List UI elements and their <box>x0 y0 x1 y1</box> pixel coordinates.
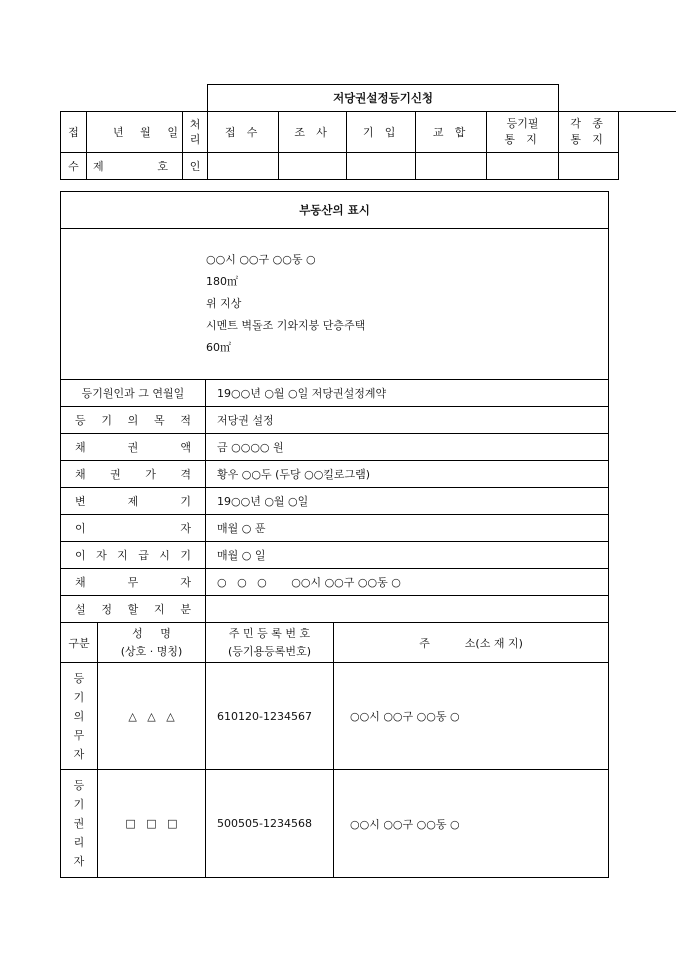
party-category-obligee: 등 기 권 리 자 <box>61 770 98 878</box>
party-address-obligee: ○○시 ○○구 ○○동 ○ <box>334 770 609 878</box>
field-value-due-date: 19○○년 ○월 ○일 <box>206 488 609 515</box>
party-address-obligor: ○○시 ○○구 ○○동 ○ <box>334 663 609 770</box>
number-label: 제 호 <box>87 153 183 180</box>
party-category-obligor: 등 기 의 무 자 <box>61 663 98 770</box>
field-value-claim-value: 황우 ○○두 (두당 ○○킬로그램) <box>206 461 609 488</box>
party-id-obligor: 610120-1234567 <box>206 663 334 770</box>
property-description <box>61 229 609 380</box>
stamp-notice-registered <box>487 153 559 180</box>
main-table <box>60 191 609 878</box>
date-label: 년 월 일 <box>87 112 183 153</box>
field-value-interest-payment: 매월 ○ 일 <box>206 542 609 569</box>
table-row <box>61 770 609 878</box>
property-heading: 부동산의 표시 <box>61 192 609 229</box>
property-floor-area: 60㎡ <box>206 341 231 354</box>
col-category: 구분 <box>61 623 98 663</box>
field-label-claim-value: 채 권 가 격 <box>61 461 206 488</box>
field-value-share <box>206 596 609 623</box>
party-name-obligee: □ □ □ <box>98 770 206 878</box>
notice-various: 각 종 통 지 <box>559 112 619 153</box>
field-label-cause: 등기원인과 그 연월일 <box>61 380 206 407</box>
field-label-interest: 이 자 <box>61 515 206 542</box>
table-row <box>61 663 609 770</box>
step-entry: 기 입 <box>347 112 416 153</box>
property-building: 시멘트 벽돌조 기와지붕 단층주택 <box>206 319 366 332</box>
field-value-interest: 매월 ○ 푼 <box>206 515 609 542</box>
party-name-obligor: △ △ △ <box>98 663 206 770</box>
stamp-entry <box>347 153 416 180</box>
stamp-notice-various <box>559 153 619 180</box>
process-label: 처 리 <box>183 112 208 153</box>
step-review: 조 사 <box>279 112 347 153</box>
field-value-purpose: 저당권 설정 <box>206 407 609 434</box>
property-address: ○○시 ○○구 ○○동 ○ <box>206 253 316 266</box>
field-label-debtor: 채 무 자 <box>61 569 206 596</box>
field-value-claim-amount: 금 ○○○○ 원 <box>206 434 609 461</box>
col-id: 주 민 등 록 번 호 (등기용등록번호) <box>206 623 334 663</box>
form-title: 저당권설정등기신청 <box>208 85 559 112</box>
field-label-claim-amount: 채 권 액 <box>61 434 206 461</box>
stamp-check <box>416 153 487 180</box>
field-value-cause: 19○○년 ○월 ○일 저당권설정계약 <box>206 380 609 407</box>
reception-label-2: 수 <box>61 153 87 180</box>
field-label-due-date: 변 제 기 <box>61 488 206 515</box>
property-land-area: 180㎡ <box>206 275 238 288</box>
col-name: 성 명 (상호 · 명칭) <box>98 623 206 663</box>
field-label-share: 설 정 할 지 분 <box>61 596 206 623</box>
col-address: 주 소(소 재 지) <box>334 623 609 663</box>
notice-registered: 등기필 통 지 <box>487 112 559 153</box>
stamp-reception <box>208 153 279 180</box>
property-above: 위 지상 <box>206 297 242 310</box>
reception-label-1: 접 <box>61 112 87 153</box>
step-check: 교 합 <box>416 112 487 153</box>
process-label-2: 인 <box>183 153 208 180</box>
field-label-interest-payment: 이 자 지 급 시 기 <box>61 542 206 569</box>
reception-table <box>60 84 676 180</box>
stamp-review <box>279 153 347 180</box>
field-value-debtor: ○ ○ ○ ○○시 ○○구 ○○동 ○ <box>206 569 609 596</box>
field-label-purpose: 등 기 의 목 적 <box>61 407 206 434</box>
step-reception: 접 수 <box>208 112 279 153</box>
party-id-obligee: 500505-1234568 <box>206 770 334 878</box>
